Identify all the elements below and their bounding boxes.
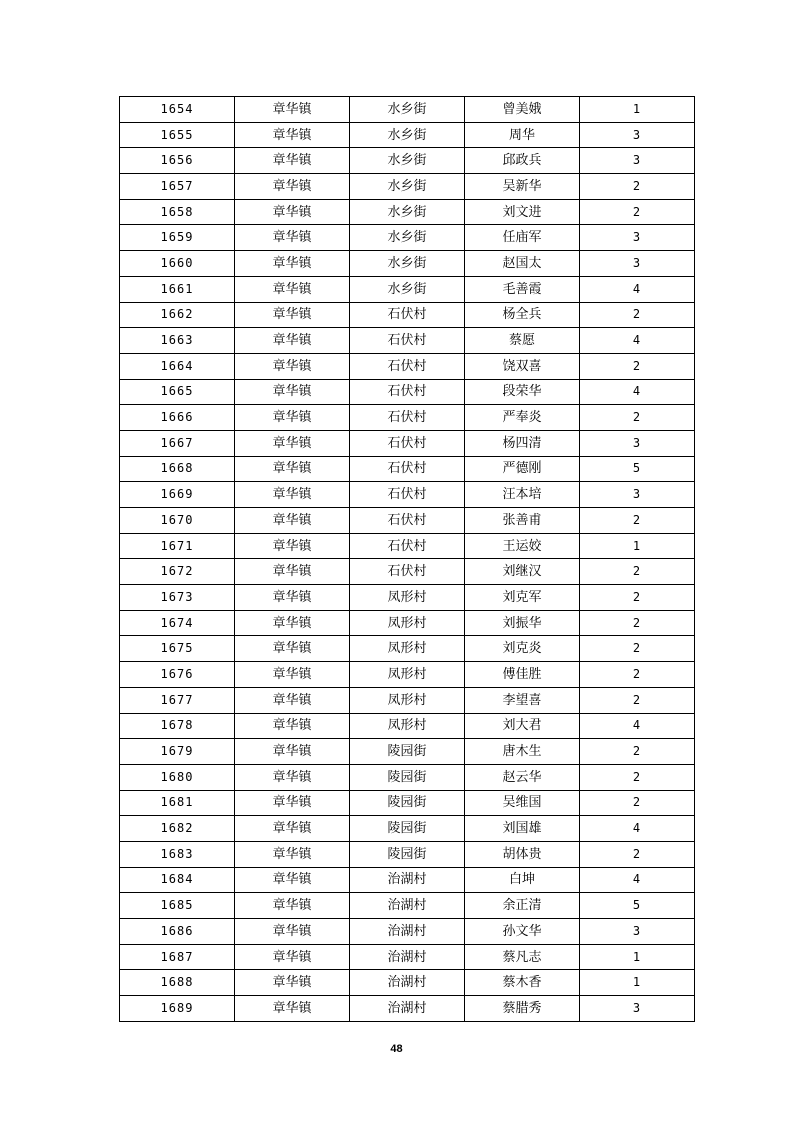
cell-person-name: 汪本培 (465, 482, 580, 508)
cell-person-name: 蔡腊秀 (465, 996, 580, 1022)
cell-village: 陵园街 (350, 764, 465, 790)
cell-serial-number: 1672 (120, 559, 235, 585)
cell-serial-number: 1678 (120, 713, 235, 739)
cell-person-name: 蔡愿 (465, 328, 580, 354)
cell-town: 章华镇 (235, 662, 350, 688)
table-row (120, 353, 695, 379)
cell-count: 2 (580, 199, 695, 225)
cell-count: 5 (580, 456, 695, 482)
cell-serial-number: 1683 (120, 841, 235, 867)
cell-count: 2 (580, 353, 695, 379)
cell-person-name: 刘国雄 (465, 816, 580, 842)
table-row (120, 970, 695, 996)
table-row (120, 944, 695, 970)
table-row (120, 122, 695, 148)
cell-count: 2 (580, 610, 695, 636)
cell-village: 石伏村 (350, 430, 465, 456)
cell-person-name: 蔡凡志 (465, 944, 580, 970)
table-row (120, 764, 695, 790)
cell-town: 章华镇 (235, 225, 350, 251)
table-row (120, 379, 695, 405)
page-number: 48 (390, 1043, 403, 1055)
cell-village: 治湖村 (350, 996, 465, 1022)
cell-count: 2 (580, 559, 695, 585)
table-row (120, 559, 695, 585)
cell-village: 石伏村 (350, 353, 465, 379)
cell-person-name: 曾美娥 (465, 97, 580, 123)
cell-town: 章华镇 (235, 430, 350, 456)
cell-count: 2 (580, 405, 695, 431)
cell-count: 1 (580, 970, 695, 996)
cell-village: 水乡街 (350, 225, 465, 251)
cell-village: 陵园街 (350, 739, 465, 765)
cell-count: 2 (580, 687, 695, 713)
cell-town: 章华镇 (235, 456, 350, 482)
cell-person-name: 吴新华 (465, 174, 580, 200)
cell-town: 章华镇 (235, 585, 350, 611)
cell-serial-number: 1673 (120, 585, 235, 611)
cell-town: 章华镇 (235, 764, 350, 790)
cell-serial-number: 1687 (120, 944, 235, 970)
cell-village: 石伏村 (350, 533, 465, 559)
cell-village: 石伏村 (350, 302, 465, 328)
cell-village: 凤形村 (350, 713, 465, 739)
table-row (120, 328, 695, 354)
cell-town: 章华镇 (235, 174, 350, 200)
cell-count: 3 (580, 148, 695, 174)
cell-village: 石伏村 (350, 405, 465, 431)
cell-serial-number: 1655 (120, 122, 235, 148)
cell-serial-number: 1663 (120, 328, 235, 354)
table-row (120, 533, 695, 559)
table-row (120, 867, 695, 893)
cell-serial-number: 1659 (120, 225, 235, 251)
cell-village: 石伏村 (350, 559, 465, 585)
cell-person-name: 刘大君 (465, 713, 580, 739)
cell-serial-number: 1668 (120, 456, 235, 482)
cell-count: 5 (580, 893, 695, 919)
cell-village: 石伏村 (350, 456, 465, 482)
cell-town: 章华镇 (235, 148, 350, 174)
cell-serial-number: 1665 (120, 379, 235, 405)
cell-town: 章华镇 (235, 636, 350, 662)
cell-person-name: 严奉炎 (465, 405, 580, 431)
cell-person-name: 邱政兵 (465, 148, 580, 174)
cell-serial-number: 1656 (120, 148, 235, 174)
cell-count: 4 (580, 328, 695, 354)
cell-town: 章华镇 (235, 199, 350, 225)
cell-serial-number: 1676 (120, 662, 235, 688)
cell-serial-number: 1679 (120, 739, 235, 765)
cell-count: 1 (580, 533, 695, 559)
cell-count: 3 (580, 919, 695, 945)
cell-count: 1 (580, 944, 695, 970)
cell-village: 治湖村 (350, 944, 465, 970)
cell-serial-number: 1654 (120, 97, 235, 123)
cell-serial-number: 1660 (120, 251, 235, 277)
cell-serial-number: 1669 (120, 482, 235, 508)
cell-town: 章华镇 (235, 944, 350, 970)
cell-serial-number: 1667 (120, 430, 235, 456)
cell-town: 章华镇 (235, 970, 350, 996)
table-row (120, 482, 695, 508)
table-row (120, 996, 695, 1022)
cell-person-name: 蔡木香 (465, 970, 580, 996)
cell-person-name: 刘克炎 (465, 636, 580, 662)
cell-serial-number: 1680 (120, 764, 235, 790)
cell-count: 4 (580, 379, 695, 405)
table-row (120, 456, 695, 482)
cell-town: 章华镇 (235, 713, 350, 739)
cell-village: 水乡街 (350, 97, 465, 123)
cell-serial-number: 1664 (120, 353, 235, 379)
cell-person-name: 刘继汉 (465, 559, 580, 585)
cell-count: 2 (580, 302, 695, 328)
table-row (120, 816, 695, 842)
table-row (120, 302, 695, 328)
cell-person-name: 严德刚 (465, 456, 580, 482)
cell-town: 章华镇 (235, 122, 350, 148)
cell-village: 水乡街 (350, 251, 465, 277)
table-row (120, 174, 695, 200)
cell-town: 章华镇 (235, 687, 350, 713)
cell-count: 4 (580, 816, 695, 842)
cell-village: 水乡街 (350, 199, 465, 225)
cell-village: 治湖村 (350, 893, 465, 919)
cell-town: 章华镇 (235, 893, 350, 919)
cell-town: 章华镇 (235, 251, 350, 277)
cell-count: 2 (580, 764, 695, 790)
cell-serial-number: 1682 (120, 816, 235, 842)
cell-person-name: 白坤 (465, 867, 580, 893)
cell-serial-number: 1657 (120, 174, 235, 200)
cell-serial-number: 1677 (120, 687, 235, 713)
cell-serial-number: 1671 (120, 533, 235, 559)
cell-town: 章华镇 (235, 379, 350, 405)
table-row (120, 790, 695, 816)
cell-serial-number: 1666 (120, 405, 235, 431)
cell-town: 章华镇 (235, 276, 350, 302)
table-row (120, 610, 695, 636)
cell-village: 凤形村 (350, 610, 465, 636)
cell-person-name: 赵云华 (465, 764, 580, 790)
cell-town: 章华镇 (235, 559, 350, 585)
cell-person-name: 唐木生 (465, 739, 580, 765)
cell-serial-number: 1675 (120, 636, 235, 662)
cell-village: 治湖村 (350, 867, 465, 893)
cell-person-name: 毛善霞 (465, 276, 580, 302)
cell-town: 章华镇 (235, 841, 350, 867)
cell-serial-number: 1684 (120, 867, 235, 893)
cell-village: 石伏村 (350, 482, 465, 508)
cell-person-name: 傅佳胜 (465, 662, 580, 688)
cell-count: 3 (580, 430, 695, 456)
table-row (120, 97, 695, 123)
cell-village: 水乡街 (350, 174, 465, 200)
table-row (120, 919, 695, 945)
table-row (120, 893, 695, 919)
roster-table-body (120, 97, 695, 1022)
cell-village: 陵园街 (350, 841, 465, 867)
cell-village: 水乡街 (350, 148, 465, 174)
cell-count: 3 (580, 996, 695, 1022)
table-row (120, 739, 695, 765)
cell-person-name: 周华 (465, 122, 580, 148)
cell-serial-number: 1670 (120, 508, 235, 534)
cell-town: 章华镇 (235, 353, 350, 379)
cell-village: 凤形村 (350, 636, 465, 662)
cell-count: 2 (580, 662, 695, 688)
cell-town: 章华镇 (235, 919, 350, 945)
cell-count: 2 (580, 174, 695, 200)
cell-village: 石伏村 (350, 508, 465, 534)
table-row (120, 662, 695, 688)
cell-person-name: 余正清 (465, 893, 580, 919)
cell-serial-number: 1688 (120, 970, 235, 996)
table-row (120, 225, 695, 251)
cell-person-name: 刘克军 (465, 585, 580, 611)
cell-person-name: 杨全兵 (465, 302, 580, 328)
cell-person-name: 杨四清 (465, 430, 580, 456)
cell-person-name: 刘振华 (465, 610, 580, 636)
cell-village: 陵园街 (350, 816, 465, 842)
cell-person-name: 饶双喜 (465, 353, 580, 379)
cell-village: 石伏村 (350, 328, 465, 354)
cell-count: 2 (580, 841, 695, 867)
cell-village: 凤形村 (350, 585, 465, 611)
cell-village: 凤形村 (350, 687, 465, 713)
cell-town: 章华镇 (235, 996, 350, 1022)
cell-serial-number: 1689 (120, 996, 235, 1022)
cell-count: 3 (580, 122, 695, 148)
cell-town: 章华镇 (235, 97, 350, 123)
cell-person-name: 刘文进 (465, 199, 580, 225)
cell-town: 章华镇 (235, 739, 350, 765)
table-row (120, 148, 695, 174)
table-row (120, 687, 695, 713)
cell-count: 1 (580, 97, 695, 123)
cell-count: 2 (580, 585, 695, 611)
cell-serial-number: 1662 (120, 302, 235, 328)
cell-town: 章华镇 (235, 790, 350, 816)
table-row (120, 430, 695, 456)
table-row (120, 713, 695, 739)
cell-count: 4 (580, 713, 695, 739)
cell-count: 3 (580, 482, 695, 508)
cell-serial-number: 1686 (120, 919, 235, 945)
cell-town: 章华镇 (235, 610, 350, 636)
cell-town: 章华镇 (235, 508, 350, 534)
cell-village: 水乡街 (350, 122, 465, 148)
table-row (120, 636, 695, 662)
cell-person-name: 李望喜 (465, 687, 580, 713)
cell-town: 章华镇 (235, 328, 350, 354)
cell-serial-number: 1658 (120, 199, 235, 225)
cell-count: 2 (580, 790, 695, 816)
cell-town: 章华镇 (235, 302, 350, 328)
table-row (120, 841, 695, 867)
cell-count: 2 (580, 508, 695, 534)
table-row (120, 585, 695, 611)
table-row (120, 251, 695, 277)
cell-town: 章华镇 (235, 816, 350, 842)
cell-village: 治湖村 (350, 919, 465, 945)
cell-person-name: 王运姣 (465, 533, 580, 559)
cell-village: 凤形村 (350, 662, 465, 688)
table-row (120, 405, 695, 431)
cell-count: 3 (580, 251, 695, 277)
table-row (120, 276, 695, 302)
cell-serial-number: 1685 (120, 893, 235, 919)
cell-person-name: 段荣华 (465, 379, 580, 405)
cell-village: 陵园街 (350, 790, 465, 816)
cell-town: 章华镇 (235, 533, 350, 559)
cell-serial-number: 1681 (120, 790, 235, 816)
cell-person-name: 赵国太 (465, 251, 580, 277)
cell-person-name: 孙文华 (465, 919, 580, 945)
cell-count: 3 (580, 225, 695, 251)
table-row (120, 199, 695, 225)
cell-town: 章华镇 (235, 482, 350, 508)
table-row (120, 508, 695, 534)
cell-person-name: 吴维国 (465, 790, 580, 816)
cell-village: 石伏村 (350, 379, 465, 405)
cell-person-name: 胡体贵 (465, 841, 580, 867)
cell-count: 2 (580, 636, 695, 662)
cell-serial-number: 1674 (120, 610, 235, 636)
roster-table (119, 96, 695, 1022)
cell-village: 治湖村 (350, 970, 465, 996)
cell-count: 4 (580, 276, 695, 302)
cell-person-name: 任庙军 (465, 225, 580, 251)
cell-town: 章华镇 (235, 405, 350, 431)
cell-count: 4 (580, 867, 695, 893)
cell-serial-number: 1661 (120, 276, 235, 302)
cell-count: 2 (580, 739, 695, 765)
cell-person-name: 张善甫 (465, 508, 580, 534)
cell-town: 章华镇 (235, 867, 350, 893)
cell-village: 水乡街 (350, 276, 465, 302)
